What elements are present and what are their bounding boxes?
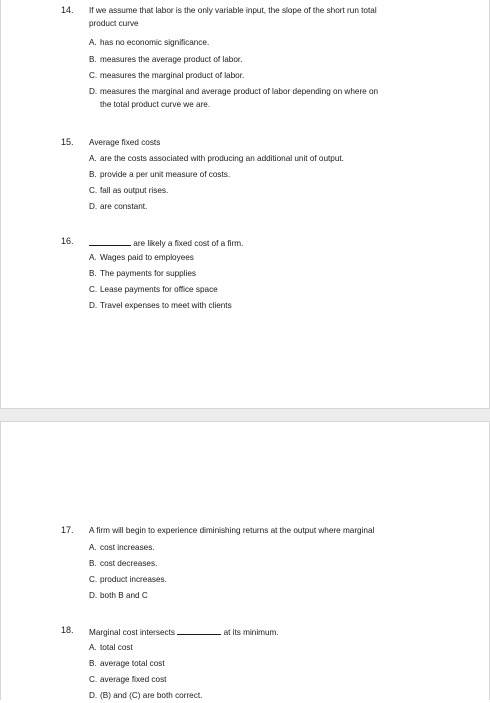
option-text-continued: the total product curve we are. xyxy=(100,99,211,109)
option-text: fall as output rises. xyxy=(100,186,169,195)
option-text: cost decreases. xyxy=(100,559,158,568)
option-text: are constant. xyxy=(100,202,148,211)
answer-option-a[interactable] xyxy=(89,153,449,166)
option-text: total cost xyxy=(100,643,133,652)
question-stem-text: at its minimum. xyxy=(223,628,279,637)
option-letter: C. xyxy=(89,675,98,684)
answer-option-c[interactable] xyxy=(89,185,449,198)
page-separator xyxy=(0,409,490,421)
answer-option-d[interactable] xyxy=(89,201,449,214)
document-page-2 xyxy=(0,421,490,700)
option-text: are the costs associated with producing an additional unit of output. xyxy=(100,154,344,163)
answer-option-a[interactable] xyxy=(89,37,449,50)
option-text: cost increases. xyxy=(100,543,155,552)
option-text: Lease payments for office space xyxy=(100,285,218,294)
answer-option-d[interactable] xyxy=(89,300,449,313)
option-letter: B. xyxy=(89,55,97,64)
question-stem-text: are likely a fixed cost of a firm. xyxy=(133,239,244,248)
option-letter: D. xyxy=(89,691,98,700)
option-letter: B. xyxy=(89,170,97,179)
option-letter: B. xyxy=(89,559,97,568)
answer-blank xyxy=(177,625,221,635)
option-letter: B. xyxy=(89,659,97,668)
answer-option-a[interactable] xyxy=(89,542,449,555)
option-text: Wages paid to employees xyxy=(100,253,194,262)
question-stem-line: product curve xyxy=(89,18,139,28)
option-letter: D. xyxy=(89,87,98,96)
option-text: provide a per unit measure of costs. xyxy=(100,170,231,179)
option-letter: D. xyxy=(89,301,98,310)
option-letter: A. xyxy=(89,643,97,652)
option-letter: D. xyxy=(89,202,98,211)
option-text: average fixed cost xyxy=(100,675,167,684)
answer-option-b[interactable] xyxy=(89,54,449,67)
option-text: measures the average product of labor. xyxy=(100,55,243,64)
option-text: product increases. xyxy=(100,575,167,584)
question-number: 17. xyxy=(61,525,74,535)
question-stem-text: Marginal cost intersects xyxy=(89,628,176,637)
answer-option-c[interactable] xyxy=(89,574,449,587)
answer-blank xyxy=(89,236,131,246)
option-text: both B and C xyxy=(100,591,148,600)
answer-option-c[interactable] xyxy=(89,70,449,83)
option-text: measures the marginal and average product of labor depending on where on xyxy=(100,87,379,96)
question-stem: Average fixed costs xyxy=(89,138,161,147)
answer-option-b[interactable] xyxy=(89,268,449,281)
option-text: The payments for supplies xyxy=(100,269,197,278)
answer-option-c[interactable] xyxy=(89,284,449,297)
option-letter: C. xyxy=(89,285,98,294)
option-letter: D. xyxy=(89,591,98,600)
answer-option-c[interactable] xyxy=(89,674,449,687)
option-text: Travel expenses to meet with clients xyxy=(100,301,232,310)
option-letter: C. xyxy=(89,575,98,584)
answer-option-d[interactable] xyxy=(89,690,449,703)
option-text: (B) and (C) are both correct. xyxy=(100,691,203,700)
option-text: measures the marginal product of labor. xyxy=(100,71,245,80)
answer-option-a[interactable] xyxy=(89,252,449,265)
option-letter: B. xyxy=(89,269,97,278)
question-stem xyxy=(89,5,449,30)
option-letter: A. xyxy=(89,154,97,163)
question-stem-line: If we assume that labor is the only variable input, the slope of the short run total xyxy=(89,6,377,15)
option-letter: C. xyxy=(89,71,98,80)
option-letter: A. xyxy=(89,38,97,47)
answer-option-b[interactable] xyxy=(89,658,449,671)
question-number: 18. xyxy=(61,625,74,635)
question-number: 14. xyxy=(61,5,74,15)
question-number: 16. xyxy=(61,236,74,246)
answer-option-d[interactable] xyxy=(89,86,449,111)
question-stem xyxy=(89,625,449,640)
question-number: 15. xyxy=(61,137,74,147)
answer-option-b[interactable] xyxy=(89,558,449,571)
answer-option-d[interactable] xyxy=(89,590,449,603)
option-text: average total cost xyxy=(100,659,165,668)
question-stem: A firm will begin to experience diminishing returns at the output where marginal xyxy=(89,526,375,535)
option-letter: A. xyxy=(89,543,97,552)
option-letter: C. xyxy=(89,186,98,195)
answer-option-b[interactable] xyxy=(89,169,449,182)
answer-option-a[interactable] xyxy=(89,642,449,655)
option-text: has no economic significance. xyxy=(100,38,210,47)
question-stem xyxy=(89,236,449,251)
option-letter: A. xyxy=(89,253,97,262)
